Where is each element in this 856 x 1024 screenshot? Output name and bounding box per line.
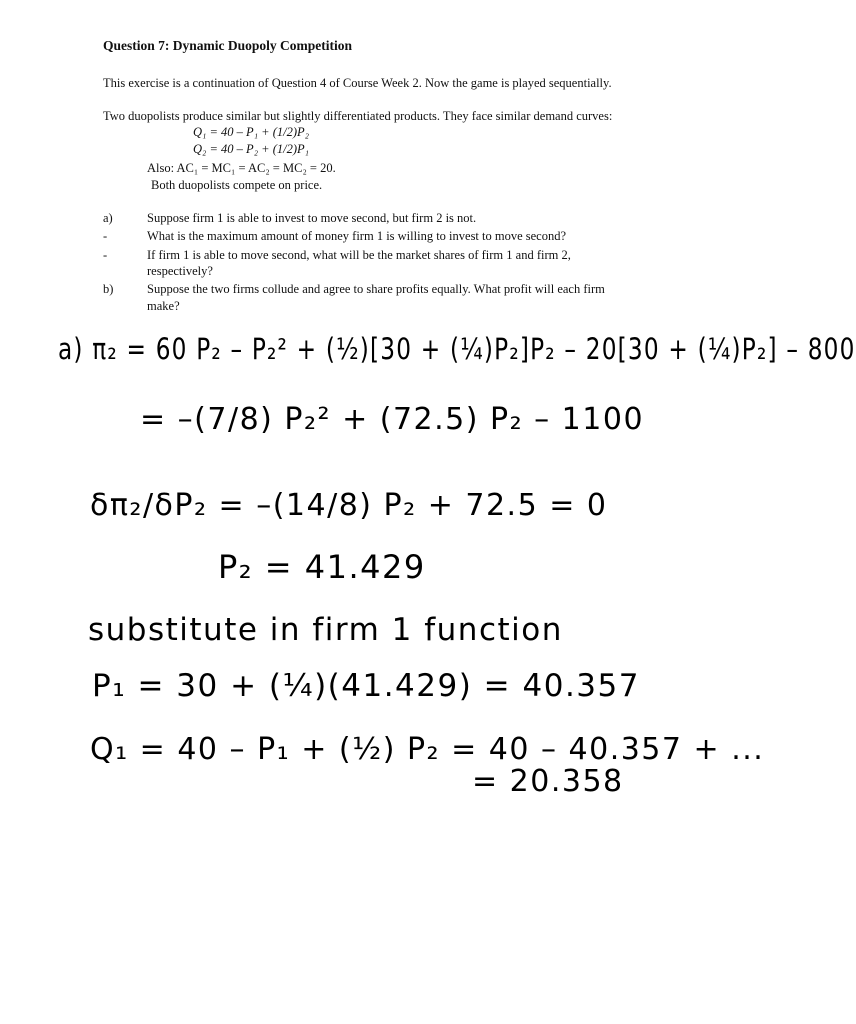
part-b-text: Suppose the two firms collude and agree to share profits equally. What profit will each firm xyxy=(147,282,605,296)
question-title: Question 7: Dynamic Duopoly Competition xyxy=(103,38,353,53)
part-a-label: a) xyxy=(103,211,113,225)
part-a-bullet-2: - xyxy=(103,248,108,262)
handwritten-simplified-profit: = –(7/8) P₂² + (72.5) P₂ – 1100 xyxy=(140,402,645,437)
demand-equation-2: Q₂ = 40 – P₂ + (1/2)P₁ xyxy=(193,142,310,156)
question-setup: Two duopolists produce similar but slightly differentiated products. They face similar demand curves: xyxy=(103,109,613,123)
handwritten-first-order-condition: δπ₂/δP₂ = –(14/8) P₂ + 72.5 = 0 xyxy=(90,488,608,523)
part-b-label: b) xyxy=(103,282,114,296)
handwritten-p1-result: P₁ = 30 + (¼)(41.429) = 40.357 xyxy=(92,668,640,704)
part-a-question-1: What is the maximum amount of money firm 1 is willing to invest to move second? xyxy=(147,229,567,243)
handwritten-q1-result: = 20.358 xyxy=(472,764,624,799)
part-a-question-2-cont: respectively? xyxy=(147,264,213,278)
handwritten-p2-result: P₂ = 41.429 xyxy=(218,548,426,586)
demand-equation-1: Q₁ = 40 – P₁ + (1/2)P₂ xyxy=(193,125,310,139)
handwritten-substitute-note: substitute in firm 1 function xyxy=(88,612,563,648)
competition-statement: Both duopolists compete on price. xyxy=(151,178,323,192)
part-a-question-2: If firm 1 is able to move second, what will be the market shares of firm 1 and firm 2, xyxy=(147,248,571,262)
part-a-text: Suppose firm 1 is able to invest to move second, but firm 2 is not. xyxy=(147,211,477,225)
handwritten-q1-equation: Q₁ = 40 – P₁ + (½) P₂ = 40 – 40.357 + ... xyxy=(90,732,765,767)
part-a-bullet-1: - xyxy=(103,229,108,243)
part-b-text-cont: make? xyxy=(147,299,180,313)
handwritten-profit-function: a) π₂ = 60 P₂ – P₂² + (½)[30 + (¼)P₂]P₂ – 20[30 + (¼)P₂] – 800 xyxy=(58,332,856,366)
question-intro: This exercise is a continuation of Question 4 of Course Week 2. Now the game is played sequentially. xyxy=(103,76,612,90)
cost-statement: Also: AC₁ = MC₁ = AC₂ = MC₂ = 20. xyxy=(147,161,336,175)
